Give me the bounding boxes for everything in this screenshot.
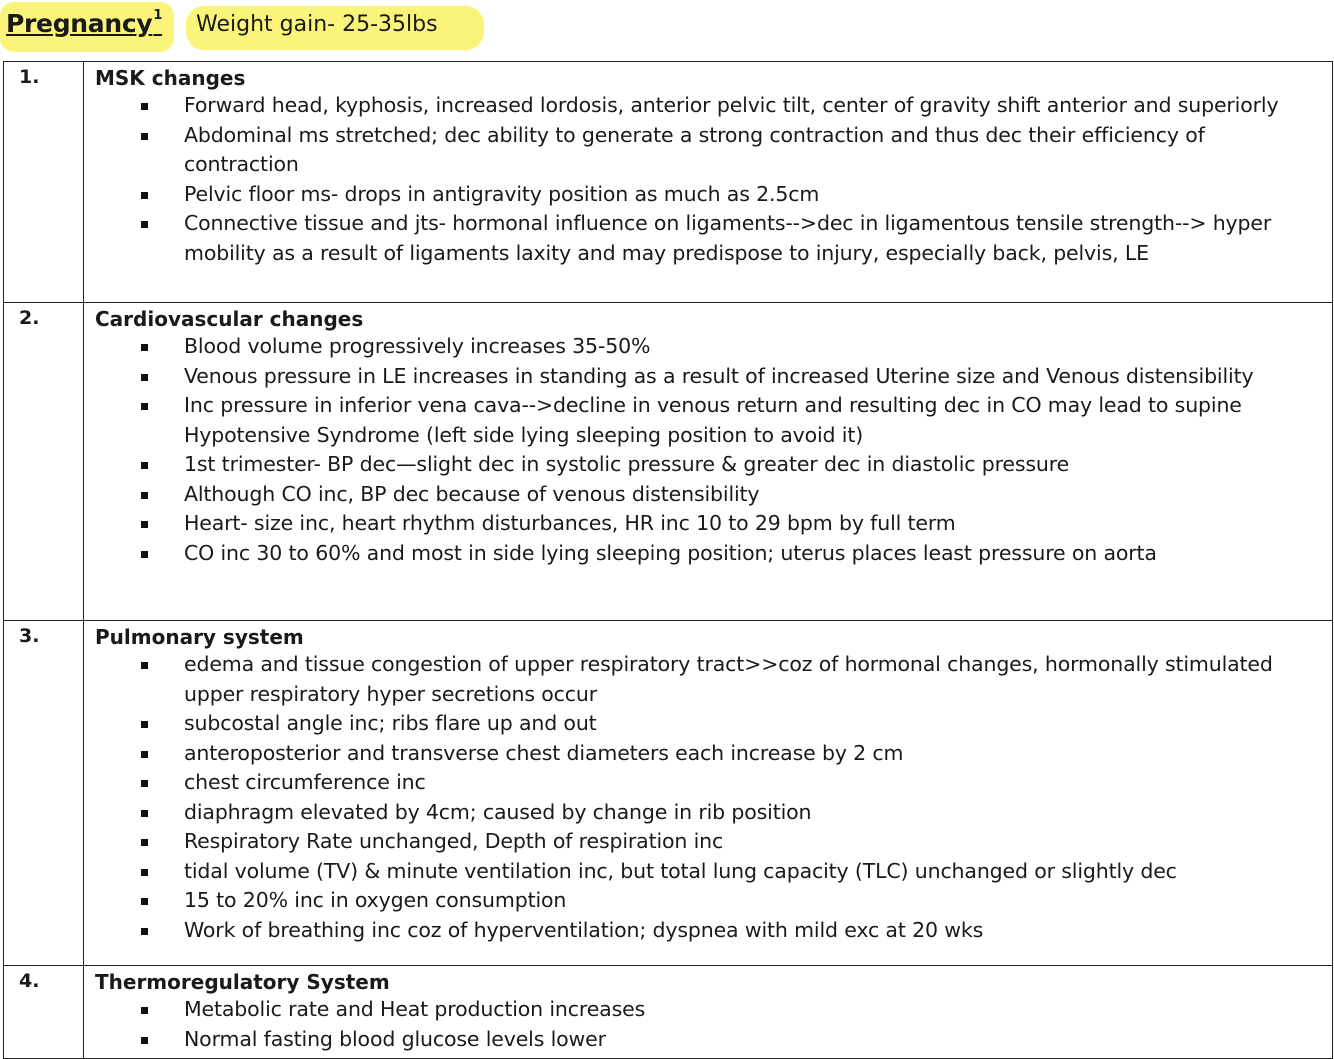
list-item-text: Connective tissue and jts- hormonal influence on ligaments-->dec in ligamentous tensile strength--> hyper mobility as a result of ligaments laxity and may predispose to injury, especially back, pelvis, LE [184, 211, 1272, 265]
square-bullet-icon [141, 721, 148, 728]
list-item [95, 798, 1332, 828]
list-item [95, 180, 1332, 210]
list-item-text: diaphragm elevated by 4cm; caused by change in rib position [184, 799, 812, 824]
list-item-text: subcostal angle inc; ribs flare up and out [184, 711, 597, 735]
list-item [95, 827, 1332, 857]
list-item-text: Forward head, kyphosis, increased lordosis, anterior pelvic tilt, center of gravity shift anterior and superiorly [184, 93, 1279, 117]
list-item-text: tidal volume (TV) & minute ventilation inc, but total lung capacity (TLC) unchanged or slightly dec [184, 858, 1177, 883]
weight-gain-note: Weight gain- 25-35lbs [196, 12, 438, 37]
section-title: Thermoregulatory System [95, 970, 390, 994]
list-item [95, 995, 1332, 1025]
list-item [95, 121, 1332, 180]
section-title: Cardiovascular changes [95, 307, 364, 331]
list-item [95, 450, 1332, 480]
square-bullet-icon [141, 1007, 148, 1014]
section-number: 3. [4, 621, 84, 966]
list-item-text: Metabolic rate and Heat production increases [184, 997, 646, 1021]
list-item [95, 209, 1332, 268]
list-item-text: Inc pressure in inferior vena cava-->decline in venous return and resulting dec in CO may lead to supine Hypotensive Syndrome (left side lying sleeping position to avoid it) [184, 393, 1242, 447]
list-item [95, 886, 1332, 916]
list-item-text: chest circumference inc [184, 770, 426, 794]
list-item-text: Normal fasting blood glucose levels lower [184, 1026, 606, 1051]
square-bullet-icon [141, 810, 148, 817]
list-item [95, 768, 1332, 798]
list-item [95, 480, 1332, 510]
list-item [95, 650, 1332, 709]
square-bullet-icon [141, 869, 148, 876]
square-bullet-icon [141, 551, 148, 558]
bullet-list [95, 995, 1332, 1054]
section-row [4, 966, 1333, 1059]
footnote-ref: 1 [153, 8, 163, 23]
list-item [95, 539, 1332, 569]
square-bullet-icon [141, 133, 148, 140]
section-row [4, 621, 1333, 966]
title-text: Pregnancy [6, 9, 153, 38]
list-item-text: Venous pressure in LE increases in standing as a result of increased Uterine size and Venous distensibility [184, 363, 1254, 388]
square-bullet-icon [141, 928, 148, 935]
section-title: Pulmonary system [95, 625, 304, 649]
list-item [95, 739, 1332, 769]
section-content [84, 621, 1333, 966]
square-bullet-icon [141, 403, 148, 410]
list-item-text: anteroposterior and transverse chest diameters each increase by 2 cm [184, 740, 904, 765]
section-row [4, 62, 1333, 303]
list-item [95, 391, 1332, 450]
square-bullet-icon [141, 780, 148, 787]
square-bullet-icon [141, 1037, 148, 1044]
list-item [95, 509, 1332, 539]
square-bullet-icon [141, 192, 148, 199]
square-bullet-icon [141, 898, 148, 905]
list-item-text: Blood volume progressively increases 35-50% [184, 334, 651, 358]
list-item [95, 91, 1332, 121]
list-item [95, 916, 1332, 946]
sections-table [3, 61, 1333, 1059]
page-title [6, 8, 162, 38]
list-item-text: edema and tissue congestion of upper respiratory tract>>coz of hormonal changes, hormonally stimulated upper respiratory hyper secretions occur [184, 652, 1273, 706]
list-item-text: Although CO inc, BP dec because of venous distensibility [184, 481, 760, 506]
list-item [95, 709, 1332, 739]
bullet-list [95, 91, 1332, 268]
section-number: 2. [4, 303, 84, 621]
square-bullet-icon [141, 462, 148, 469]
list-item-text: 1st trimester- BP dec—slight dec in systolic pressure & greater dec in diastolic pressure [184, 452, 1070, 476]
square-bullet-icon [141, 751, 148, 758]
section-content [84, 966, 1333, 1059]
square-bullet-icon [141, 344, 148, 351]
bullet-list [95, 650, 1332, 945]
square-bullet-icon [141, 839, 148, 846]
list-item-text: Work of breathing inc coz of hyperventilation; dyspnea with mild exc at 20 wks [184, 917, 984, 942]
section-content [84, 62, 1333, 303]
list-item-text: 15 to 20% inc in oxygen consumption [184, 888, 567, 912]
square-bullet-icon [141, 374, 148, 381]
list-item [95, 362, 1332, 392]
section-title: MSK changes [95, 66, 246, 90]
section-number: 1. [4, 62, 84, 303]
square-bullet-icon [141, 492, 148, 499]
list-item-text: Pelvic floor ms- drops in antigravity position as much as 2.5cm [184, 181, 820, 206]
bullet-list [95, 332, 1332, 568]
section-row [4, 303, 1333, 621]
list-item [95, 857, 1332, 887]
list-item-text: CO inc 30 to 60% and most in side lying sleeping position; uterus places least pressure on aorta [184, 540, 1157, 565]
list-item-text: Respiratory Rate unchanged, Depth of respiration inc [184, 829, 724, 853]
page-header [0, 0, 1334, 60]
list-item-text: Heart- size inc, heart rhythm disturbances, HR inc 10 to 29 bpm by full term [184, 511, 956, 535]
list-item-text: Abdominal ms stretched; dec ability to generate a strong contraction and thus dec their efficiency of contraction [184, 122, 1205, 176]
square-bullet-icon [141, 662, 148, 669]
section-number: 4. [4, 966, 84, 1059]
square-bullet-icon [141, 521, 148, 528]
square-bullet-icon [141, 221, 148, 228]
square-bullet-icon [141, 103, 148, 110]
section-content [84, 303, 1333, 621]
list-item [95, 332, 1332, 362]
